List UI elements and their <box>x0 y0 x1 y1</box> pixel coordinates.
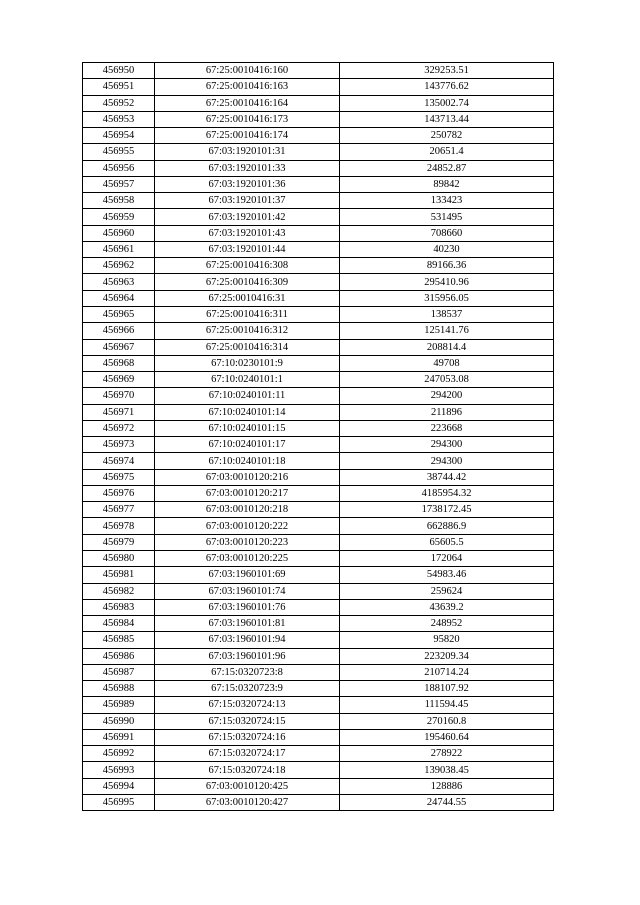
cadastral-value-cell: 662886.9 <box>340 518 554 534</box>
cadastral-value-cell: 40230 <box>340 241 554 257</box>
cadastral-value-cell: 1738172.45 <box>340 502 554 518</box>
cadastral-value-cell: 24744.55 <box>340 794 554 810</box>
cadastral-number-cell: 67:15:0320724:16 <box>155 729 340 745</box>
row-number-cell: 456973 <box>83 437 155 453</box>
cadastral-value-table <box>82 62 554 811</box>
table-row <box>83 583 554 599</box>
row-number-cell: 456993 <box>83 762 155 778</box>
table-row <box>83 469 554 485</box>
table-row <box>83 632 554 648</box>
table-row <box>83 274 554 290</box>
cadastral-value-cell: 210714.24 <box>340 664 554 680</box>
cadastral-value-cell: 295410.96 <box>340 274 554 290</box>
row-number-cell: 456950 <box>83 63 155 79</box>
table-row <box>83 176 554 192</box>
row-number-cell: 456967 <box>83 339 155 355</box>
cadastral-number-cell: 67:03:0010120:222 <box>155 518 340 534</box>
row-number-cell: 456983 <box>83 599 155 615</box>
cadastral-value-cell: 143713.44 <box>340 111 554 127</box>
cadastral-value-cell: 54983.46 <box>340 567 554 583</box>
cadastral-number-cell: 67:25:0010416:173 <box>155 111 340 127</box>
cadastral-value-cell: 89166.36 <box>340 258 554 274</box>
cadastral-number-cell: 67:03:1920101:36 <box>155 176 340 192</box>
row-number-cell: 456966 <box>83 323 155 339</box>
row-number-cell: 456963 <box>83 274 155 290</box>
row-number-cell: 456982 <box>83 583 155 599</box>
cadastral-number-cell: 67:25:0010416:160 <box>155 63 340 79</box>
table-row <box>83 697 554 713</box>
row-number-cell: 456952 <box>83 95 155 111</box>
document-page <box>82 62 553 811</box>
row-number-cell: 456970 <box>83 388 155 404</box>
cadastral-number-cell: 67:03:1920101:42 <box>155 209 340 225</box>
row-number-cell: 456968 <box>83 355 155 371</box>
cadastral-number-cell: 67:03:1960101:81 <box>155 616 340 632</box>
row-number-cell: 456975 <box>83 469 155 485</box>
row-number-cell: 456965 <box>83 306 155 322</box>
cadastral-value-cell: 315956.05 <box>340 290 554 306</box>
cadastral-number-cell: 67:10:0240101:17 <box>155 437 340 453</box>
table-row <box>83 648 554 664</box>
cadastral-number-cell: 67:03:0010120:217 <box>155 485 340 501</box>
table-row <box>83 79 554 95</box>
row-number-cell: 456986 <box>83 648 155 664</box>
cadastral-number-cell: 67:25:0010416:163 <box>155 79 340 95</box>
table-row <box>83 372 554 388</box>
cadastral-value-cell: 43639.2 <box>340 599 554 615</box>
cadastral-number-cell: 67:03:1920101:44 <box>155 241 340 257</box>
cadastral-number-cell: 67:25:0010416:309 <box>155 274 340 290</box>
cadastral-number-cell: 67:10:0230101:9 <box>155 355 340 371</box>
table-row <box>83 713 554 729</box>
cadastral-number-cell: 67:10:0240101:18 <box>155 453 340 469</box>
cadastral-value-cell: 294300 <box>340 437 554 453</box>
table-row <box>83 485 554 501</box>
row-number-cell: 456953 <box>83 111 155 127</box>
table-row <box>83 437 554 453</box>
table-row <box>83 599 554 615</box>
table-row <box>83 241 554 257</box>
row-number-cell: 456990 <box>83 713 155 729</box>
cadastral-number-cell: 67:15:0320724:15 <box>155 713 340 729</box>
cadastral-value-cell: 278922 <box>340 746 554 762</box>
cadastral-value-cell: 208814.4 <box>340 339 554 355</box>
cadastral-value-cell: 111594.45 <box>340 697 554 713</box>
cadastral-value-cell: 125141.76 <box>340 323 554 339</box>
row-number-cell: 456974 <box>83 453 155 469</box>
cadastral-number-cell: 67:25:0010416:312 <box>155 323 340 339</box>
cadastral-number-cell: 67:25:0010416:314 <box>155 339 340 355</box>
table-row <box>83 729 554 745</box>
row-number-cell: 456972 <box>83 420 155 436</box>
row-number-cell: 456960 <box>83 225 155 241</box>
table-row <box>83 111 554 127</box>
cadastral-number-cell: 67:03:1920101:33 <box>155 160 340 176</box>
cadastral-value-cell: 95820 <box>340 632 554 648</box>
cadastral-number-cell: 67:03:0010120:223 <box>155 534 340 550</box>
row-number-cell: 456961 <box>83 241 155 257</box>
cadastral-number-cell: 67:15:0320724:18 <box>155 762 340 778</box>
cadastral-value-cell: 139038.45 <box>340 762 554 778</box>
cadastral-number-cell: 67:15:0320723:8 <box>155 664 340 680</box>
cadastral-value-cell: 223668 <box>340 420 554 436</box>
cadastral-value-cell: 250782 <box>340 128 554 144</box>
row-number-cell: 456959 <box>83 209 155 225</box>
row-number-cell: 456971 <box>83 404 155 420</box>
table-row <box>83 290 554 306</box>
cadastral-number-cell: 67:25:0010416:308 <box>155 258 340 274</box>
table-body <box>83 63 554 811</box>
cadastral-number-cell: 67:25:0010416:311 <box>155 306 340 322</box>
cadastral-number-cell: 67:03:1960101:96 <box>155 648 340 664</box>
table-row <box>83 95 554 111</box>
cadastral-value-cell: 4185954.32 <box>340 485 554 501</box>
cadastral-number-cell: 67:25:0010416:31 <box>155 290 340 306</box>
cadastral-value-cell: 294300 <box>340 453 554 469</box>
table-row <box>83 762 554 778</box>
cadastral-value-cell: 329253.51 <box>340 63 554 79</box>
row-number-cell: 456977 <box>83 502 155 518</box>
row-number-cell: 456955 <box>83 144 155 160</box>
table-row <box>83 664 554 680</box>
table-row <box>83 794 554 810</box>
cadastral-number-cell: 67:03:1920101:31 <box>155 144 340 160</box>
cadastral-number-cell: 67:10:0240101:1 <box>155 372 340 388</box>
cadastral-value-cell: 248952 <box>340 616 554 632</box>
cadastral-number-cell: 67:03:0010120:427 <box>155 794 340 810</box>
cadastral-number-cell: 67:10:0240101:15 <box>155 420 340 436</box>
cadastral-value-cell: 708660 <box>340 225 554 241</box>
cadastral-number-cell: 67:25:0010416:174 <box>155 128 340 144</box>
cadastral-value-cell: 294200 <box>340 388 554 404</box>
row-number-cell: 456979 <box>83 534 155 550</box>
table-row <box>83 453 554 469</box>
table-row <box>83 225 554 241</box>
row-number-cell: 456984 <box>83 616 155 632</box>
cadastral-value-cell: 143776.62 <box>340 79 554 95</box>
row-number-cell: 456978 <box>83 518 155 534</box>
cadastral-value-cell: 135002.74 <box>340 95 554 111</box>
row-number-cell: 456991 <box>83 729 155 745</box>
row-number-cell: 456988 <box>83 681 155 697</box>
table-row <box>83 420 554 436</box>
cadastral-value-cell: 259624 <box>340 583 554 599</box>
cadastral-number-cell: 67:03:0010120:218 <box>155 502 340 518</box>
cadastral-number-cell: 67:03:1920101:37 <box>155 193 340 209</box>
table-row <box>83 404 554 420</box>
cadastral-value-cell: 20651.4 <box>340 144 554 160</box>
row-number-cell: 456958 <box>83 193 155 209</box>
cadastral-number-cell: 67:10:0240101:14 <box>155 404 340 420</box>
table-row <box>83 746 554 762</box>
table-row <box>83 502 554 518</box>
cadastral-value-cell: 133423 <box>340 193 554 209</box>
table-row <box>83 778 554 794</box>
row-number-cell: 456989 <box>83 697 155 713</box>
row-number-cell: 456981 <box>83 567 155 583</box>
row-number-cell: 456994 <box>83 778 155 794</box>
cadastral-number-cell: 67:25:0010416:164 <box>155 95 340 111</box>
cadastral-value-cell: 223209.34 <box>340 648 554 664</box>
cadastral-number-cell: 67:03:1960101:69 <box>155 567 340 583</box>
table-row <box>83 616 554 632</box>
cadastral-number-cell: 67:03:1960101:76 <box>155 599 340 615</box>
cadastral-value-cell: 24852.87 <box>340 160 554 176</box>
table-row <box>83 681 554 697</box>
table-row <box>83 518 554 534</box>
cadastral-value-cell: 195460.64 <box>340 729 554 745</box>
table-row <box>83 567 554 583</box>
table-row <box>83 550 554 566</box>
cadastral-number-cell: 67:15:0320724:13 <box>155 697 340 713</box>
table-row <box>83 160 554 176</box>
table-row <box>83 209 554 225</box>
table-row <box>83 63 554 79</box>
cadastral-value-cell: 188107.92 <box>340 681 554 697</box>
cadastral-number-cell: 67:15:0320723:9 <box>155 681 340 697</box>
table-row <box>83 388 554 404</box>
table-row <box>83 193 554 209</box>
table-row <box>83 339 554 355</box>
cadastral-value-cell: 65605.5 <box>340 534 554 550</box>
row-number-cell: 456956 <box>83 160 155 176</box>
row-number-cell: 456951 <box>83 79 155 95</box>
cadastral-number-cell: 67:03:0010120:225 <box>155 550 340 566</box>
cadastral-value-cell: 128886 <box>340 778 554 794</box>
table-row <box>83 258 554 274</box>
cadastral-value-cell: 531495 <box>340 209 554 225</box>
table-row <box>83 306 554 322</box>
cadastral-number-cell: 67:15:0320724:17 <box>155 746 340 762</box>
table-row <box>83 323 554 339</box>
row-number-cell: 456964 <box>83 290 155 306</box>
cadastral-number-cell: 67:03:1960101:94 <box>155 632 340 648</box>
cadastral-value-cell: 49708 <box>340 355 554 371</box>
cadastral-value-cell: 38744.42 <box>340 469 554 485</box>
row-number-cell: 456962 <box>83 258 155 274</box>
row-number-cell: 456987 <box>83 664 155 680</box>
row-number-cell: 456992 <box>83 746 155 762</box>
cadastral-value-cell: 211896 <box>340 404 554 420</box>
row-number-cell: 456995 <box>83 794 155 810</box>
row-number-cell: 456954 <box>83 128 155 144</box>
cadastral-number-cell: 67:03:1920101:43 <box>155 225 340 241</box>
cadastral-value-cell: 270160.8 <box>340 713 554 729</box>
row-number-cell: 456969 <box>83 372 155 388</box>
table-row <box>83 144 554 160</box>
cadastral-value-cell: 138537 <box>340 306 554 322</box>
table-row <box>83 128 554 144</box>
cadastral-value-cell: 247053.08 <box>340 372 554 388</box>
cadastral-value-cell: 172064 <box>340 550 554 566</box>
cadastral-number-cell: 67:03:0010120:425 <box>155 778 340 794</box>
row-number-cell: 456957 <box>83 176 155 192</box>
row-number-cell: 456980 <box>83 550 155 566</box>
table-row <box>83 355 554 371</box>
cadastral-number-cell: 67:10:0240101:11 <box>155 388 340 404</box>
row-number-cell: 456976 <box>83 485 155 501</box>
table-row <box>83 534 554 550</box>
cadastral-number-cell: 67:03:0010120:216 <box>155 469 340 485</box>
cadastral-value-cell: 89842 <box>340 176 554 192</box>
cadastral-number-cell: 67:03:1960101:74 <box>155 583 340 599</box>
row-number-cell: 456985 <box>83 632 155 648</box>
